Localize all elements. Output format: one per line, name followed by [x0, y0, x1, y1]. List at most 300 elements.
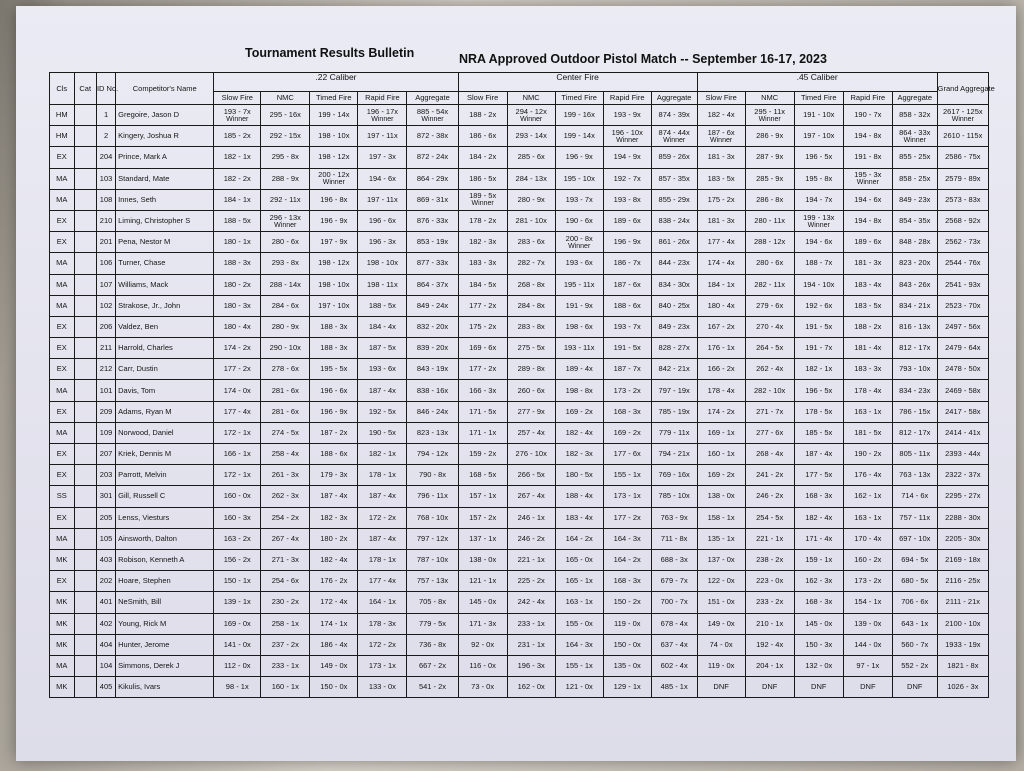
cell-cf-score: 828 - 27x: [651, 338, 697, 359]
cell-45-score: 843 - 26x: [892, 274, 937, 295]
cell-22-score: 176 - 2x: [310, 571, 358, 592]
cell-cf-score: 242 - 4x: [507, 592, 555, 613]
cell-id: 206: [96, 316, 115, 337]
cell-45-score: 254 - 5x: [745, 507, 794, 528]
cell-cf-score: 196 - 3x: [507, 655, 555, 676]
cell-cf-score: 280 - 9x: [507, 189, 555, 210]
cell-id: 401: [96, 592, 115, 613]
cell-22-score: 133 - 0x: [358, 677, 407, 698]
table-row: [50, 295, 989, 316]
cell-22-score: 188 - 3x: [310, 338, 358, 359]
cell-id: 1: [96, 105, 115, 126]
cell-grand-aggregate: 2610 - 115x: [937, 126, 988, 147]
cell-22-score: 182 - 2x: [214, 168, 261, 189]
cell-45-score: 158 - 1x: [697, 507, 745, 528]
cell-name: Prince, Mark A: [116, 147, 214, 168]
cell-grand-aggregate: 1933 - 19x: [937, 634, 988, 655]
cell-22-score: 292 - 11x: [261, 189, 310, 210]
cell-cf-score: 861 - 26x: [651, 232, 697, 253]
header-grand-aggregate: Grand Aggregate: [937, 73, 988, 105]
cell-cf-score: 157 - 1x: [458, 486, 507, 507]
cell-cf-score: 150 - 2x: [603, 592, 651, 613]
cell-45-score: 168 - 3x: [794, 592, 843, 613]
cell-22-score: 182 - 3x: [310, 507, 358, 528]
cell-cf-score: 184 - 2x: [458, 147, 507, 168]
cell-cf-score: 785 - 10x: [651, 486, 697, 507]
cell-cat: [74, 210, 96, 231]
header-22-caliber: .22 Caliber: [214, 73, 458, 92]
cell-22-score: 271 - 3x: [261, 549, 310, 570]
cell-grand-aggregate: 2295 - 27x: [937, 486, 988, 507]
cell-cf-score: 171 - 3x: [458, 613, 507, 634]
cell-cls: MA: [50, 168, 75, 189]
cell-cat: [74, 253, 96, 274]
cell-22-score: 198 - 10x: [310, 126, 358, 147]
cell-45-score: 176 - 4x: [843, 465, 892, 486]
cell-cls: MA: [50, 655, 75, 676]
cell-cf-score: 177 - 6x: [603, 444, 651, 465]
cell-45-score: 280 - 6x: [745, 253, 794, 274]
cell-45-score: 210 - 1x: [745, 613, 794, 634]
cell-name: Valdez, Ben: [116, 316, 214, 337]
cell-45-score: 174 - 2x: [697, 401, 745, 422]
cell-45-score: 194 - 7x: [794, 189, 843, 210]
cell-22-score: 188 - 5x: [214, 210, 261, 231]
cell-cf-score: 183 - 3x: [458, 253, 507, 274]
cell-22-score: 192 - 5x: [358, 401, 407, 422]
cell-22-score: 112 - 0x: [214, 655, 261, 676]
cell-cat: [74, 189, 96, 210]
table-row: [50, 422, 989, 443]
cell-22-score: 187 - 4x: [358, 486, 407, 507]
winner-label: Winner: [471, 200, 494, 208]
cell-cf-score: 268 - 8x: [507, 274, 555, 295]
cell-id: 212: [96, 359, 115, 380]
cell-cf-score: 169 - 2x: [555, 401, 603, 422]
cell-cf-score: 763 - 9x: [651, 507, 697, 528]
cell-grand-aggregate: 2288 - 30x: [937, 507, 988, 528]
cell-45-score: 834 - 23x: [892, 380, 937, 401]
table-row: [50, 655, 989, 676]
cell-cat: [74, 316, 96, 337]
cell-22-score: 141 - 0x: [214, 634, 261, 655]
cell-cf-score: 196 - 9x: [603, 232, 651, 253]
cell-cf-score: 190 - 6x: [555, 210, 603, 231]
cell-45-score: 282 - 10x: [745, 380, 794, 401]
cell-id: 403: [96, 549, 115, 570]
cell-22-score: 794 - 12x: [407, 444, 458, 465]
cell-45-score: 694 - 5x: [892, 549, 937, 570]
cell-22-score: 172 - 1x: [214, 422, 261, 443]
cell-cf-score: 225 - 2x: [507, 571, 555, 592]
cell-cf-score: 281 - 10x: [507, 210, 555, 231]
cell-cf-score: 192 - 7x: [603, 168, 651, 189]
cell-cf-score: 121 - 0x: [555, 677, 603, 698]
cell-45-score: 763 - 13x: [892, 465, 937, 486]
cell-cf-score: 155 - 1x: [603, 465, 651, 486]
cell-22-score: 182 - 1x: [214, 147, 261, 168]
cell-22-score: 188 - 6x: [310, 444, 358, 465]
cell-22-score: 736 - 8x: [407, 634, 458, 655]
cell-22-score: 160 - 3x: [214, 507, 261, 528]
cell-cf-score: 193 - 7x: [555, 189, 603, 210]
cell-22-score: 160 - 0x: [214, 486, 261, 507]
cell-22-score: 872 - 38x: [407, 126, 458, 147]
cell-22-score: 172 - 1x: [214, 465, 261, 486]
table-row: [50, 274, 989, 295]
header-row-groups: [50, 73, 989, 92]
cell-cat: [74, 105, 96, 126]
cell-45-score: 195 - 3x Winner: [843, 168, 892, 189]
table-row: [50, 210, 989, 231]
winner-label: Winner: [568, 242, 591, 250]
cell-cf-score: 175 - 2x: [458, 316, 507, 337]
cell-45-score: 160 - 2x: [843, 549, 892, 570]
cell-45-score: 145 - 0x: [794, 613, 843, 634]
cell-22-score: 178 - 3x: [358, 613, 407, 634]
cell-22-score: 182 - 1x: [358, 444, 407, 465]
cell-grand-aggregate: 2414 - 41x: [937, 422, 988, 443]
cell-grand-aggregate: 2573 - 83x: [937, 189, 988, 210]
cell-22-score: 164 - 1x: [358, 592, 407, 613]
cell-id: 104: [96, 655, 115, 676]
cell-cf-score: 157 - 2x: [458, 507, 507, 528]
cell-45-score: 151 - 0x: [697, 592, 745, 613]
cell-22-score: 197 - 10x: [310, 295, 358, 316]
cell-name: Strakose, Jr., John: [116, 295, 214, 316]
cell-cf-score: 275 - 5x: [507, 338, 555, 359]
cell-22-score: 198 - 10x: [358, 253, 407, 274]
cell-22-score: 280 - 6x: [261, 232, 310, 253]
cell-id: 101: [96, 380, 115, 401]
table-row: [50, 507, 989, 528]
cell-cat: [74, 677, 96, 698]
cell-cf-score: 637 - 4x: [651, 634, 697, 655]
cell-22-score: 169 - 0x: [214, 613, 261, 634]
cell-22-score: 193 - 7x Winner: [214, 105, 261, 126]
cell-45-score: 178 - 4x: [843, 380, 892, 401]
cell-45-score: 177 - 5x: [794, 465, 843, 486]
cell-cf-score: 193 - 8x: [603, 189, 651, 210]
cell-cat: [74, 486, 96, 507]
cell-cf-score: 165 - 0x: [555, 549, 603, 570]
cell-45-score: 714 - 6x: [892, 486, 937, 507]
cell-id: 105: [96, 528, 115, 549]
cell-cat: [74, 592, 96, 613]
cell-cf-score: 155 - 1x: [555, 655, 603, 676]
cell-45-score: 182 - 4x: [794, 507, 843, 528]
cell-45-score: 197 - 10x: [794, 126, 843, 147]
cell-22-score: 179 - 3x: [310, 465, 358, 486]
cell-grand-aggregate: 2523 - 70x: [937, 295, 988, 316]
cell-cf-score: 196 - 10x Winner: [603, 126, 651, 147]
table-row: [50, 401, 989, 422]
cell-45-score: 848 - 28x: [892, 232, 937, 253]
cell-45-score: 280 - 11x: [745, 210, 794, 231]
cell-45-score: 162 - 3x: [794, 571, 843, 592]
cell-cf-score: 180 - 5x: [555, 465, 603, 486]
cell-22-score: 188 - 3x: [310, 316, 358, 337]
cell-cf-score: 874 - 39x: [651, 105, 697, 126]
cell-45-score: 191 - 7x: [794, 338, 843, 359]
table-row: [50, 444, 989, 465]
cell-name: Carr, Dustin: [116, 359, 214, 380]
cell-45-score: 194 - 8x: [843, 210, 892, 231]
cell-id: 405: [96, 677, 115, 698]
cell-grand-aggregate: 2100 - 10x: [937, 613, 988, 634]
cell-22-score: 864 - 29x: [407, 168, 458, 189]
cell-45-score: 182 - 1x: [794, 359, 843, 380]
cell-id: 106: [96, 253, 115, 274]
cell-id: 108: [96, 189, 115, 210]
cell-cf-score: 196 - 9x: [555, 147, 603, 168]
cell-45-score: 277 - 6x: [745, 422, 794, 443]
table-row: [50, 677, 989, 698]
cell-cf-score: 119 - 0x: [603, 613, 651, 634]
cell-cf-score: 182 - 3x: [555, 444, 603, 465]
cell-45-score: 262 - 4x: [745, 359, 794, 380]
cell-22-score: 196 - 9x: [310, 401, 358, 422]
cell-45-score: 191 - 10x: [794, 105, 843, 126]
cell-id: 402: [96, 613, 115, 634]
cell-45-score: 181 - 4x: [843, 338, 892, 359]
table-row: [50, 359, 989, 380]
cell-cls: EX: [50, 210, 75, 231]
cell-22-score: 196 - 6x: [310, 380, 358, 401]
cell-cf-score: 168 - 3x: [603, 571, 651, 592]
cell-id: 211: [96, 338, 115, 359]
cell-45-score: 204 - 1x: [745, 655, 794, 676]
header-cf-timed-fire: Timed Fire: [555, 92, 603, 105]
cell-45-score: 168 - 3x: [794, 486, 843, 507]
cell-22-score: 258 - 4x: [261, 444, 310, 465]
cell-cls: EX: [50, 359, 75, 380]
cell-22-score: 174 - 1x: [310, 613, 358, 634]
table-row: [50, 549, 989, 570]
cell-name: Liming, Christopher S: [116, 210, 214, 231]
cell-45-score: 697 - 10x: [892, 528, 937, 549]
cell-45-score: 192 - 6x: [794, 295, 843, 316]
cell-grand-aggregate: 2479 - 64x: [937, 338, 988, 359]
cell-grand-aggregate: 2116 - 25x: [937, 571, 988, 592]
cell-grand-aggregate: 1821 - 8x: [937, 655, 988, 676]
cell-22-score: 779 - 5x: [407, 613, 458, 634]
cell-cls: EX: [50, 338, 75, 359]
cell-cat: [74, 528, 96, 549]
cell-22-score: 787 - 10x: [407, 549, 458, 570]
cell-22-score: 198 - 12x: [310, 147, 358, 168]
cell-cf-score: 678 - 4x: [651, 613, 697, 634]
cell-22-score: 237 - 2x: [261, 634, 310, 655]
cell-45-score: 295 - 11x Winner: [745, 105, 794, 126]
cell-22-score: 200 - 12x Winner: [310, 168, 358, 189]
header-45-timed-fire: Timed Fire: [794, 92, 843, 105]
cell-45-score: 169 - 2x: [697, 465, 745, 486]
cell-cf-score: 277 - 9x: [507, 401, 555, 422]
cell-22-score: 838 - 16x: [407, 380, 458, 401]
cell-name: Ainsworth, Dalton: [116, 528, 214, 549]
cell-45-score: 159 - 1x: [794, 549, 843, 570]
cell-cat: [74, 295, 96, 316]
cell-22-score: 823 - 13x: [407, 422, 458, 443]
cell-cat: [74, 655, 96, 676]
cell-cf-score: 138 - 0x: [458, 549, 507, 570]
cell-22-score: 180 - 4x: [214, 316, 261, 337]
cell-22-score: 288 - 14x: [261, 274, 310, 295]
cell-45-score: 270 - 4x: [745, 316, 794, 337]
cell-grand-aggregate: 2322 - 37x: [937, 465, 988, 486]
cell-22-score: 258 - 1x: [261, 613, 310, 634]
cell-45-score: 834 - 21x: [892, 295, 937, 316]
cell-name: Parrott, Melvin: [116, 465, 214, 486]
cell-22-score: 196 - 17x Winner: [358, 105, 407, 126]
header-45-caliber: .45 Caliber: [697, 73, 937, 92]
cell-22-score: 184 - 1x: [214, 189, 261, 210]
cell-45-score: 182 - 4x: [697, 105, 745, 126]
cell-cf-score: 260 - 6x: [507, 380, 555, 401]
cell-cls: EX: [50, 147, 75, 168]
cell-22-score: 193 - 6x: [358, 359, 407, 380]
cell-22-score: 197 - 9x: [310, 232, 358, 253]
cell-id: 201: [96, 232, 115, 253]
cell-45-score: 786 - 15x: [892, 401, 937, 422]
cell-45-score: 191 - 8x: [843, 147, 892, 168]
cell-45-score: 178 - 5x: [794, 401, 843, 422]
cell-45-score: 183 - 5x: [843, 295, 892, 316]
cell-45-score: 849 - 23x: [892, 189, 937, 210]
table-row: [50, 316, 989, 337]
cell-cls: MK: [50, 634, 75, 655]
header-center-fire: Center Fire: [458, 73, 697, 92]
cell-45-score: 285 - 9x: [745, 168, 794, 189]
cell-22-score: 180 - 3x: [214, 295, 261, 316]
cell-cf-score: 162 - 0x: [507, 677, 555, 698]
cell-cf-score: 859 - 26x: [651, 147, 697, 168]
cell-22-score: 150 - 0x: [310, 677, 358, 698]
cell-22-score: 877 - 33x: [407, 253, 458, 274]
cell-22-score: 885 - 54x Winner: [407, 105, 458, 126]
cell-22-score: 180 - 2x: [214, 274, 261, 295]
cell-45-score: 854 - 35x: [892, 210, 937, 231]
cell-name: Pena, Nestor M: [116, 232, 214, 253]
cell-45-score: DNF: [892, 677, 937, 698]
header-cls: Cls: [50, 73, 75, 105]
cell-id: 205: [96, 507, 115, 528]
cell-22-score: 180 - 1x: [214, 232, 261, 253]
cell-45-score: 149 - 0x: [697, 613, 745, 634]
cell-cf-score: 711 - 8x: [651, 528, 697, 549]
cell-45-score: 195 - 8x: [794, 168, 843, 189]
cell-cf-score: 193 - 7x: [603, 316, 651, 337]
cell-cf-score: 257 - 4x: [507, 422, 555, 443]
cell-cf-score: 189 - 4x: [555, 359, 603, 380]
winner-label: Winner: [710, 136, 733, 144]
cell-45-score: 192 - 4x: [745, 634, 794, 655]
cell-22-score: 174 - 0x: [214, 380, 261, 401]
cell-22-score: 188 - 5x: [358, 295, 407, 316]
cell-cf-score: 233 - 1x: [507, 613, 555, 634]
cell-cf-score: 840 - 25x: [651, 295, 697, 316]
winner-label: Winner: [274, 221, 297, 229]
cell-45-score: 286 - 9x: [745, 126, 794, 147]
cell-22-score: 293 - 8x: [261, 253, 310, 274]
cell-22-score: 843 - 19x: [407, 359, 458, 380]
cell-22-score: 197 - 3x: [358, 147, 407, 168]
cell-cf-score: 200 - 8x Winner: [555, 232, 603, 253]
cell-cf-score: 73 - 0x: [458, 677, 507, 698]
cell-cls: MK: [50, 549, 75, 570]
cell-id: 109: [96, 422, 115, 443]
cell-cf-score: 838 - 24x: [651, 210, 697, 231]
cell-45-score: 823 - 20x: [892, 253, 937, 274]
cell-cf-score: 485 - 1x: [651, 677, 697, 698]
cell-name: Hunter, Jerome: [116, 634, 214, 655]
cell-45-score: 805 - 11x: [892, 444, 937, 465]
cell-22-score: 757 - 13x: [407, 571, 458, 592]
cell-cf-score: 165 - 1x: [555, 571, 603, 592]
cell-45-score: 178 - 4x: [697, 380, 745, 401]
cell-cf-score: 188 - 2x: [458, 105, 507, 126]
cell-cf-score: 182 - 3x: [458, 232, 507, 253]
cell-45-score: 138 - 0x: [697, 486, 745, 507]
cell-22-score: 233 - 1x: [261, 655, 310, 676]
cell-cf-score: 186 - 6x: [458, 126, 507, 147]
cell-name: Standard, Mate: [116, 168, 214, 189]
cell-22-score: 198 - 12x: [310, 253, 358, 274]
cell-45-score: 271 - 7x: [745, 401, 794, 422]
cell-45-score: 221 - 1x: [745, 528, 794, 549]
cell-cf-score: 188 - 4x: [555, 486, 603, 507]
cell-22-score: 198 - 11x: [358, 274, 407, 295]
cell-cf-score: 187 - 6x: [603, 274, 651, 295]
cell-45-score: 188 - 2x: [843, 316, 892, 337]
results-table: [49, 72, 995, 698]
cell-cf-score: 266 - 5x: [507, 465, 555, 486]
cell-45-score: 139 - 0x: [843, 613, 892, 634]
cell-22-score: 150 - 1x: [214, 571, 261, 592]
cell-45-score: 238 - 2x: [745, 549, 794, 570]
cell-cf-score: 700 - 7x: [651, 592, 697, 613]
cell-45-score: 187 - 6x Winner: [697, 126, 745, 147]
cell-45-score: 706 - 6x: [892, 592, 937, 613]
header-cf-slow-fire: Slow Fire: [458, 92, 507, 105]
cell-22-score: 178 - 1x: [358, 465, 407, 486]
cell-cf-score: 169 - 2x: [603, 422, 651, 443]
cell-name: Lenss, Viesturs: [116, 507, 214, 528]
cell-cf-score: 177 - 2x: [458, 295, 507, 316]
cell-cf-score: 246 - 2x: [507, 528, 555, 549]
cell-id: 209: [96, 401, 115, 422]
cell-cat: [74, 338, 96, 359]
cell-45-score: 194 - 6x: [794, 232, 843, 253]
cell-22-score: 768 - 10x: [407, 507, 458, 528]
cell-45-score: 119 - 0x: [697, 655, 745, 676]
cell-45-score: 864 - 33x Winner: [892, 126, 937, 147]
cell-cls: MA: [50, 274, 75, 295]
cell-45-score: 144 - 0x: [843, 634, 892, 655]
cell-45-score: 190 - 7x: [843, 105, 892, 126]
cell-cf-score: 688 - 3x: [651, 549, 697, 570]
winner-label: Winner: [951, 115, 974, 123]
cell-45-score: 855 - 25x: [892, 147, 937, 168]
header-22-aggregate: Aggregate: [407, 92, 458, 105]
cell-name: Norwood, Daniel: [116, 422, 214, 443]
cell-cat: [74, 232, 96, 253]
header-name: Competitor's Name: [116, 73, 214, 105]
cell-cat: [74, 126, 96, 147]
cell-cat: [74, 359, 96, 380]
cell-cf-score: 198 - 6x: [555, 316, 603, 337]
